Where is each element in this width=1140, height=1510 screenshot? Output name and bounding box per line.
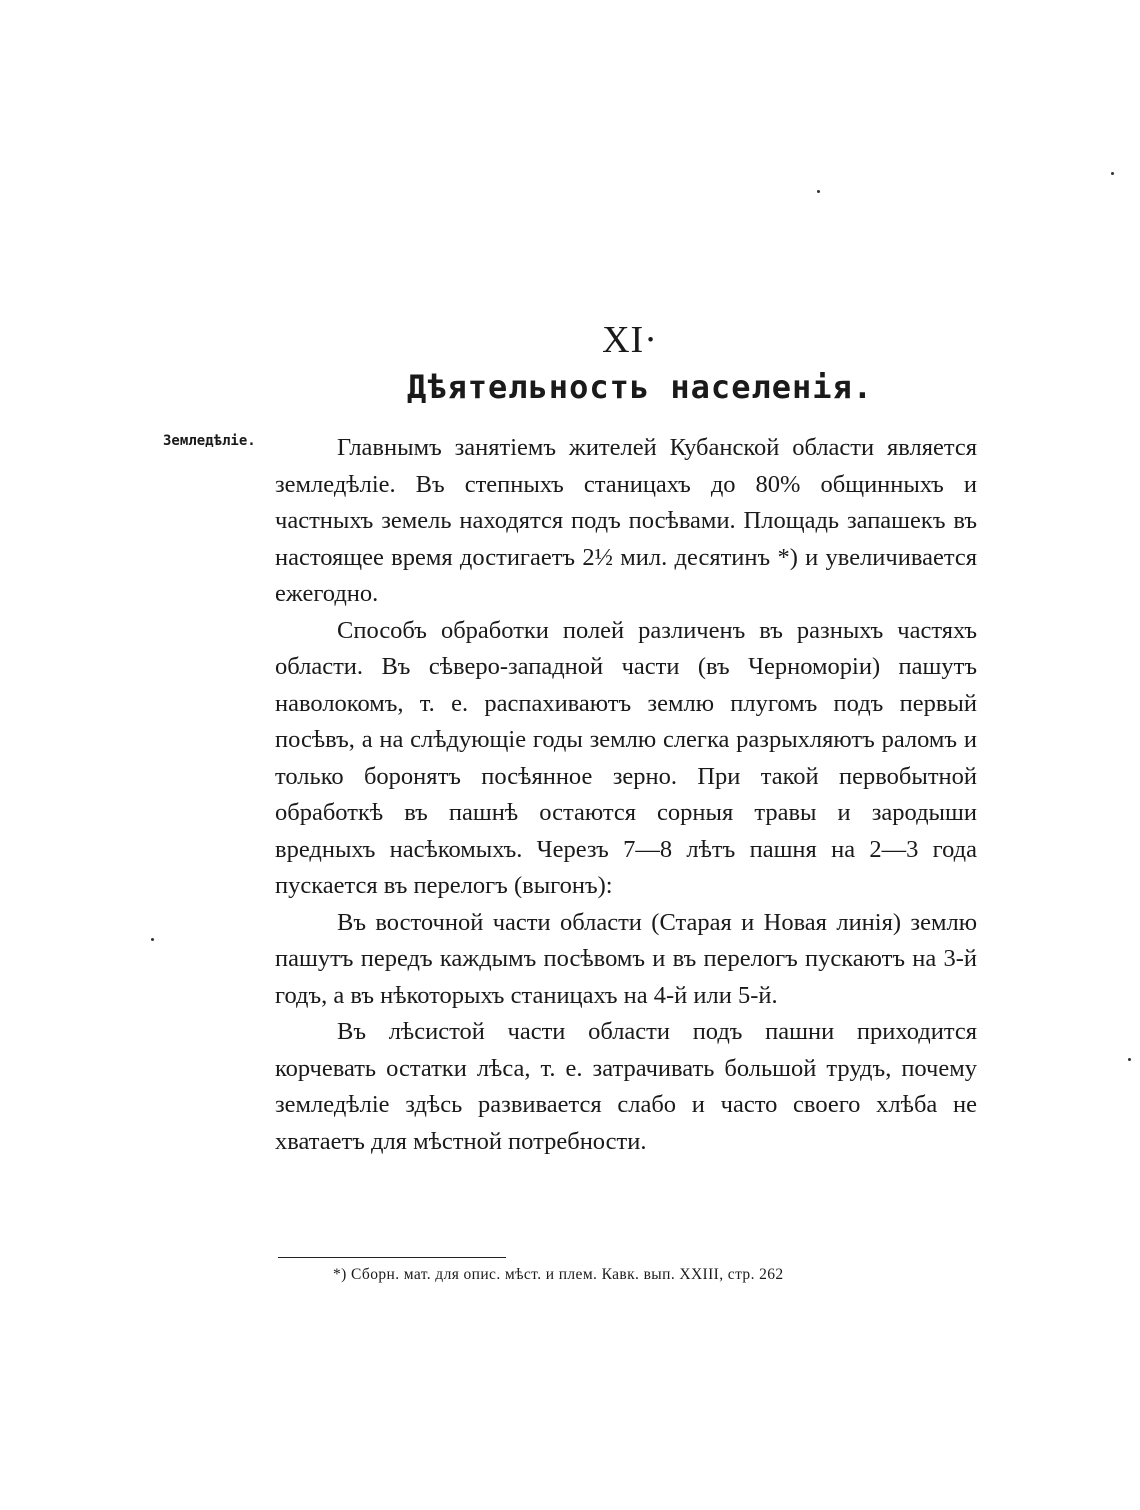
scan-speck bbox=[151, 938, 154, 941]
chapter-number: XI· bbox=[602, 319, 658, 361]
scan-speck bbox=[817, 190, 820, 193]
paragraph: Способъ обработки полей различенъ въ разныхъ частяхъ области. Въ сѣверо-западной части (въ Черноморіи) пашутъ наволокомъ, т. е. распахиваютъ землю плугомъ подъ первый посѣвъ, а на слѣдующіе годы землю слегка разрыхляютъ раломъ и только боронятъ посѣянное зерно. При такой первобытной обработкѣ въ пашнѣ остаются сорныя травы и зародыши вредныхъ насѣкомыхъ. Черезъ 7—8 лѣтъ пашня на 2—3 года пускается въ перелогъ (выгонъ): bbox=[275, 616, 977, 899]
paragraph: Главнымъ занятіемъ жителей Кубанской области является земледѣліе. Въ степныхъ станицахъ до 80% общинныхъ и частныхъ земель находятся подъ посѣвами. Площадь запашекъ въ настоящее время достигаетъ 2½ мил. десятинъ *) и увеличивается ежегодно. bbox=[275, 434, 977, 607]
scan-speck bbox=[1111, 172, 1114, 175]
chapter-title: Дѣятельность населенія. bbox=[406, 368, 874, 406]
margin-note: Земледѣліе. bbox=[163, 433, 256, 449]
paragraph: Въ лѣсистой части области подъ пашни приходится корчевать остатки лѣса, т. е. затрачивать большой трудъ, почему земледѣліе здѣсь развивается слабо и часто своего хлѣба не хватаетъ для мѣстной потребности. bbox=[275, 1018, 977, 1155]
footnote: *) Сборн. мат. для опис. мѣст. и плем. Кавк. вып. XXIII, стр. 262 bbox=[333, 1266, 784, 1283]
scan-speck bbox=[1128, 1058, 1131, 1061]
body-text bbox=[275, 430, 977, 1160]
paragraph: Въ восточной части области (Старая и Новая линія) землю пашутъ передъ каждымъ посѣвомъ и въ перелогъ пускаютъ на 3-й годъ, а въ нѣкоторыхъ станицахъ на 4-й или 5-й. bbox=[275, 908, 977, 1009]
footnote-rule bbox=[278, 1257, 506, 1258]
